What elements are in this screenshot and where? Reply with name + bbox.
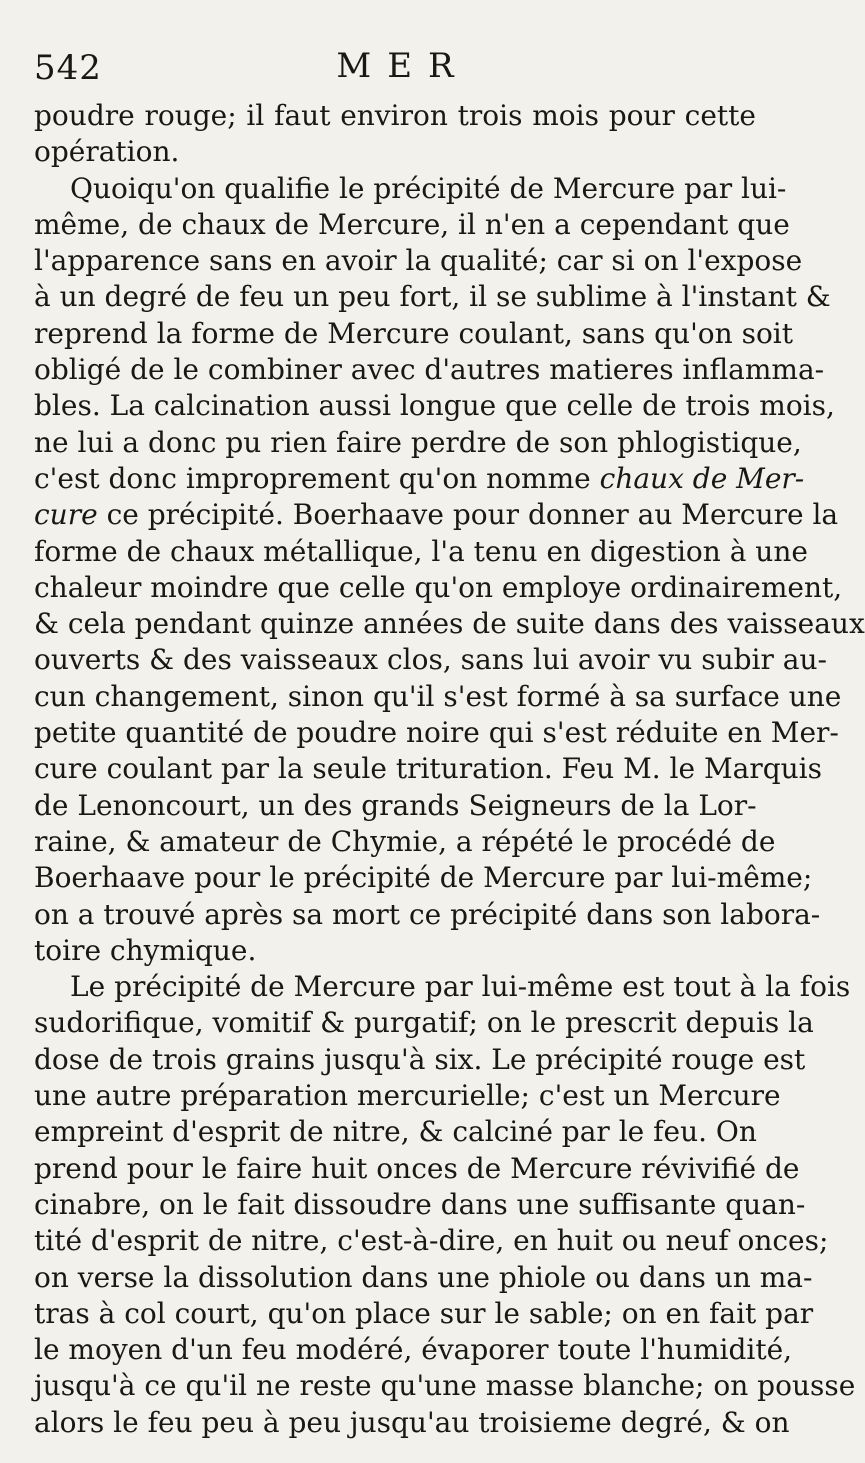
text-line: cinabre, on le fait dissoudre dans une suffisante quan- bbox=[34, 1187, 806, 1221]
text-line: dose de trois grains jusqu'à six. Le précipité rouge est bbox=[34, 1042, 806, 1076]
paragraph bbox=[34, 98, 756, 171]
text-line: cure ce précipité. Boerhaave pour donner au Mercure la bbox=[34, 498, 839, 532]
text-line: poudre rouge; il faut environ trois mois pour cette bbox=[34, 99, 756, 132]
text-line: ne lui a donc pu rien faire perdre de son phlogistique, bbox=[34, 425, 802, 459]
text-line: cure coulant par la seule trituration. Feu M. le Marquis bbox=[34, 752, 823, 786]
text-line: obligé de le combiner avec d'autres matieres inflamma- bbox=[34, 353, 825, 387]
text-line: opération. bbox=[34, 135, 180, 169]
text-line: le moyen d'un feu modéré, évaporer toute l'humidité, bbox=[34, 1333, 793, 1367]
italic-term: cure bbox=[34, 498, 98, 532]
text-line: sudorifique, vomitif & purgatif; on le prescrit depuis la bbox=[34, 1006, 814, 1040]
text-line: à un degré de feu un peu fort, il se sublime à l'instant & bbox=[34, 280, 831, 314]
text-line: même, de chaux de Mercure, il n'en a cependant que bbox=[34, 207, 790, 241]
text-line: raine, & amateur de Chymie, a répété le procédé de bbox=[34, 824, 776, 858]
text-line: empreint d'esprit de nitre, & calciné par le feu. On bbox=[34, 1115, 757, 1149]
text-line: reprend la forme de Mercure coulant, sans qu'on soit bbox=[34, 316, 794, 350]
text-line: tras à col court, qu'on place sur le sable; on en fait par bbox=[34, 1296, 814, 1330]
text-line: tité d'esprit de nitre, c'est-à-dire, en huit ou neuf onces; bbox=[34, 1224, 829, 1258]
text-line: ouverts & des vaisseaux clos, sans lui avoir vu subir au- bbox=[34, 643, 827, 677]
text-line: prend pour le faire huit onces de Mercure révivifié de bbox=[34, 1151, 800, 1185]
text-line: bles. La calcination aussi longue que celle de trois mois, bbox=[34, 389, 835, 423]
text-line: de Lenoncourt, un des grands Seigneurs de la Lor- bbox=[34, 788, 757, 822]
running-head: MER bbox=[336, 46, 470, 86]
text-line: petite quantité de poudre noire qui s'est réduite en Mer- bbox=[34, 716, 839, 750]
text-line: chaleur moindre que celle qu'on employe ordinairement, bbox=[34, 570, 843, 604]
text-line: l'apparence sans en avoir la qualité; car si on l'expose bbox=[34, 244, 803, 278]
text-line: alors le feu peu à peu jusqu'au troisieme degré, & on bbox=[34, 1405, 790, 1439]
text-line: forme de chaux métallique, l'a tenu en digestion à une bbox=[34, 534, 808, 568]
text-line: toire chymique. bbox=[34, 933, 257, 967]
paragraph bbox=[34, 969, 856, 1441]
text-line: c'est donc improprement qu'on nomme chaux de Mer- bbox=[34, 461, 805, 495]
text-line: Boerhaave pour le précipité de Mercure par lui-même; bbox=[34, 861, 813, 895]
text-line: une autre préparation mercurielle; c'est un Mercure bbox=[34, 1079, 781, 1113]
paragraph bbox=[34, 171, 865, 970]
italic-term: chaux de Mer- bbox=[599, 461, 805, 495]
body-text bbox=[34, 98, 865, 1441]
text-line: & cela pendant quinze années de suite dans des vaisseaux bbox=[34, 607, 865, 641]
text-line: cun changement, sinon qu'il s'est formé à sa surface une bbox=[34, 679, 842, 713]
text-line: Quoiqu'on qualifie le précipité de Mercure par lui- bbox=[70, 171, 787, 205]
page-header bbox=[34, 44, 756, 94]
text-line: Le précipité de Mercure par lui-même est tout à la fois bbox=[70, 970, 851, 1004]
text-line: jusqu'à ce qu'il ne reste qu'une masse blanche; on pousse bbox=[34, 1369, 856, 1403]
text-line: on a trouvé après sa mort ce précipité dans son labora- bbox=[34, 897, 821, 931]
text-line: on verse la dissolution dans une phiole ou dans un ma- bbox=[34, 1260, 813, 1294]
page-number: 542 bbox=[34, 48, 102, 88]
